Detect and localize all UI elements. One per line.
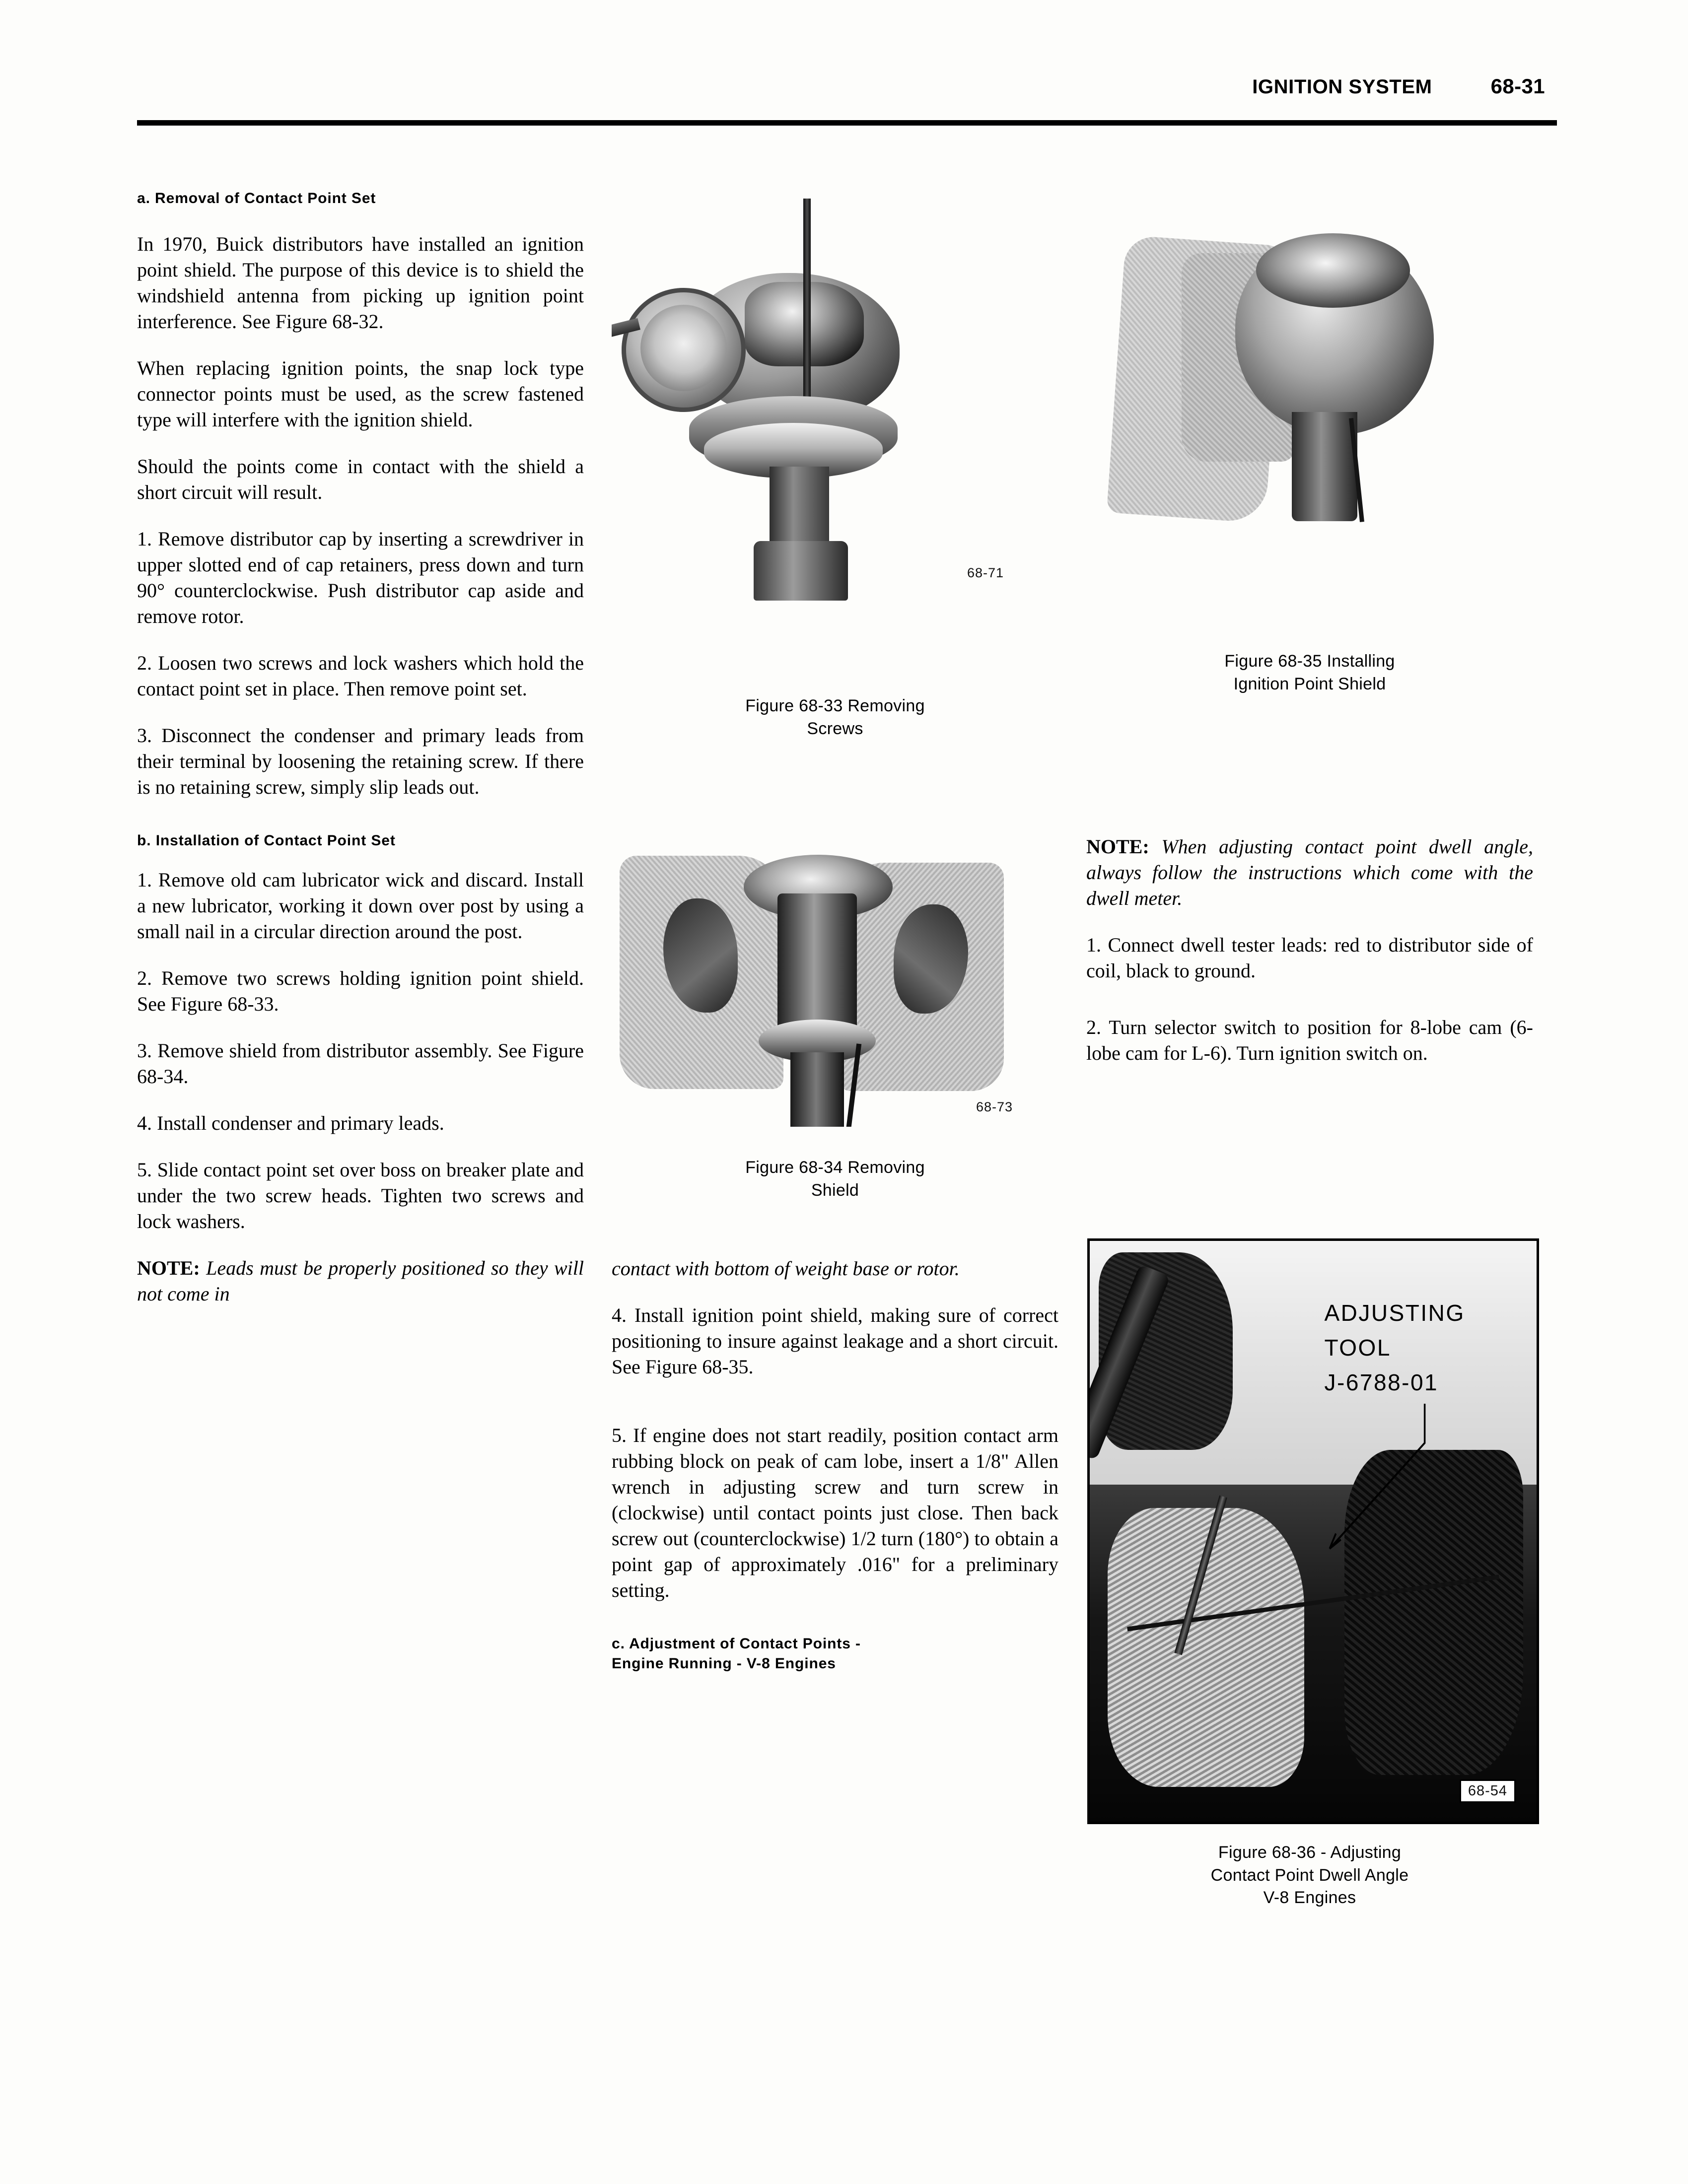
note-dwell-meter — [1086, 834, 1533, 911]
note-label: NOTE: — [137, 1257, 200, 1280]
note-body: When adjusting contact point dwell angle, always follow the instructions which come with the dwell meter. — [1086, 835, 1533, 909]
step-c-2: 2. Turn selector switch to position for 8-lobe cam (6-lobe cam for L-6). Turn ignition switch on. — [1086, 1016, 1533, 1064]
note-leads-positioning — [137, 1255, 584, 1307]
paragraph-short-circuit: Should the points come in contact with the shield a short circuit will result. — [137, 455, 584, 503]
caption-line-2: Contact Point Dwell Angle — [1210, 1865, 1409, 1885]
callout-adjusting-tool — [1325, 1296, 1521, 1400]
note-body: Leads must be properly positioned so they will not come in — [137, 1257, 584, 1305]
callout-leader-line — [1322, 1404, 1447, 1555]
column-right — [1086, 834, 1533, 1066]
step-b-5: 5. Slide contact point set over boss on breaker plate and under the two screw heads. Tighten two screws and lock washers. — [137, 1159, 584, 1233]
header-rule — [137, 120, 1557, 126]
caption-line-3: V-8 Engines — [1263, 1888, 1356, 1908]
step-b-4-continued: 4. Install ignition point shield, making sure of correct positioning to insure against leakage and a short circuit. See Figure 68-35. — [612, 1304, 1058, 1378]
heading-adjustment-of-contact-points — [612, 1634, 1058, 1673]
step-b-4: 4. Install condenser and primary leads. — [137, 1112, 444, 1135]
callout-line-1: ADJUSTING — [1324, 1300, 1465, 1326]
column-left — [137, 189, 584, 1328]
photo-tag-68-54: 68-54 — [1460, 1779, 1516, 1803]
page-title: IGNITION SYSTEM — [1252, 76, 1432, 98]
figure-68-35 — [1107, 223, 1504, 541]
photo-tag-68-71: 68-71 — [967, 565, 1004, 580]
figure-68-33 — [612, 199, 1058, 611]
step-a-1: 1. Remove distributor cap by inserting a screwdriver in upper slotted end of cap retainers, press down and turn 90° counterclockwise. Push distributor cap aside and remove rotor. — [137, 527, 584, 627]
step-b-5-continued: 5. If engine does not start readily, position contact arm rubbing block on peak of cam lobe, insert a 1/8" Allen wrench in adjusting screw and turn screw in (clockwise) until contact points just close. Then back screw out (counterclockwise) 1/2 turn (180°) to obtain a point gap of approximately .016" for a preliminary setting. — [612, 1424, 1058, 1601]
figure-68-34 — [616, 819, 1028, 1127]
column-middle — [612, 1256, 1058, 1673]
heading-installation-of-contact-point-set: b. Installation of Contact Point Set — [137, 832, 396, 849]
step-c-1: 1. Connect dwell tester leads: red to distributor side of coil, black to ground. — [1086, 934, 1533, 982]
step-a-2: 2. Loosen two screws and lock washers which hold the contact point set in place. Then remove point set. — [137, 651, 584, 700]
figure-68-36 — [1087, 1238, 1539, 1824]
photo-tag-68-73: 68-73 — [976, 1099, 1013, 1114]
caption-line-2: Screws — [807, 719, 863, 738]
caption-figure-68-36 — [1086, 1842, 1533, 1910]
caption-line-2: Shield — [811, 1180, 859, 1200]
callout-line-2: TOOL — [1324, 1335, 1391, 1361]
step-b-2: 2. Remove two screws holding ignition point shield. See Figure 68-33. — [137, 967, 584, 1016]
paragraph-snap-lock-points: When replacing ignition points, the snap lock type connector points must be used, as the screw fastened type will interfere with the ignition shield. — [137, 356, 584, 431]
heading-c-line-2: Engine Running - V-8 Engines — [612, 1655, 836, 1672]
caption-line-2: Ignition Point Shield — [1233, 674, 1386, 693]
step-b-3: 3. Remove shield from distributor assembly. See Figure 68-34. — [137, 1039, 584, 1088]
callout-line-3: J-6788-01 — [1324, 1369, 1439, 1395]
photo-removing-shield — [616, 819, 1028, 1127]
note-continuation: contact with bottom of weight base or rotor. — [612, 1257, 960, 1280]
caption-line-1: Figure 68-34 Removing — [745, 1158, 925, 1177]
photo-installing-ignition-point-shield — [1107, 223, 1504, 541]
caption-figure-68-33 — [612, 695, 1058, 740]
caption-line-1: Figure 68-35 Installing — [1224, 652, 1395, 671]
step-a-3: 3. Disconnect the condenser and primary leads from their terminal by loosening the retaining screw. If there is no retaining screw, simply slip leads out. — [137, 724, 584, 798]
caption-figure-68-35 — [1086, 650, 1533, 695]
step-b-1: 1. Remove old cam lubricator wick and discard. Install a new lubricator, working it down over post by using a small nail in a circular direction around the post. — [137, 869, 584, 943]
page-number: 68-31 — [1490, 74, 1545, 98]
caption-line-1: Figure 68-36 - Adjusting — [1218, 1843, 1402, 1862]
heading-removal-of-contact-point-set: a. Removal of Contact Point Set — [137, 190, 376, 206]
note-label: NOTE: — [1086, 835, 1149, 858]
caption-figure-68-34 — [612, 1157, 1058, 1202]
page-header — [137, 74, 1557, 134]
photo-removing-screws — [612, 199, 1058, 611]
paragraph-shield-intro: In 1970, Buick distributors have installed an ignition point shield. The purpose of this device is to shield the windshield antenna from picking up ignition point interference. See Figure 68-32. — [137, 232, 584, 333]
caption-line-1: Figure 68-33 Removing — [745, 696, 925, 715]
heading-c-line-1: c. Adjustment of Contact Points - — [612, 1636, 861, 1652]
